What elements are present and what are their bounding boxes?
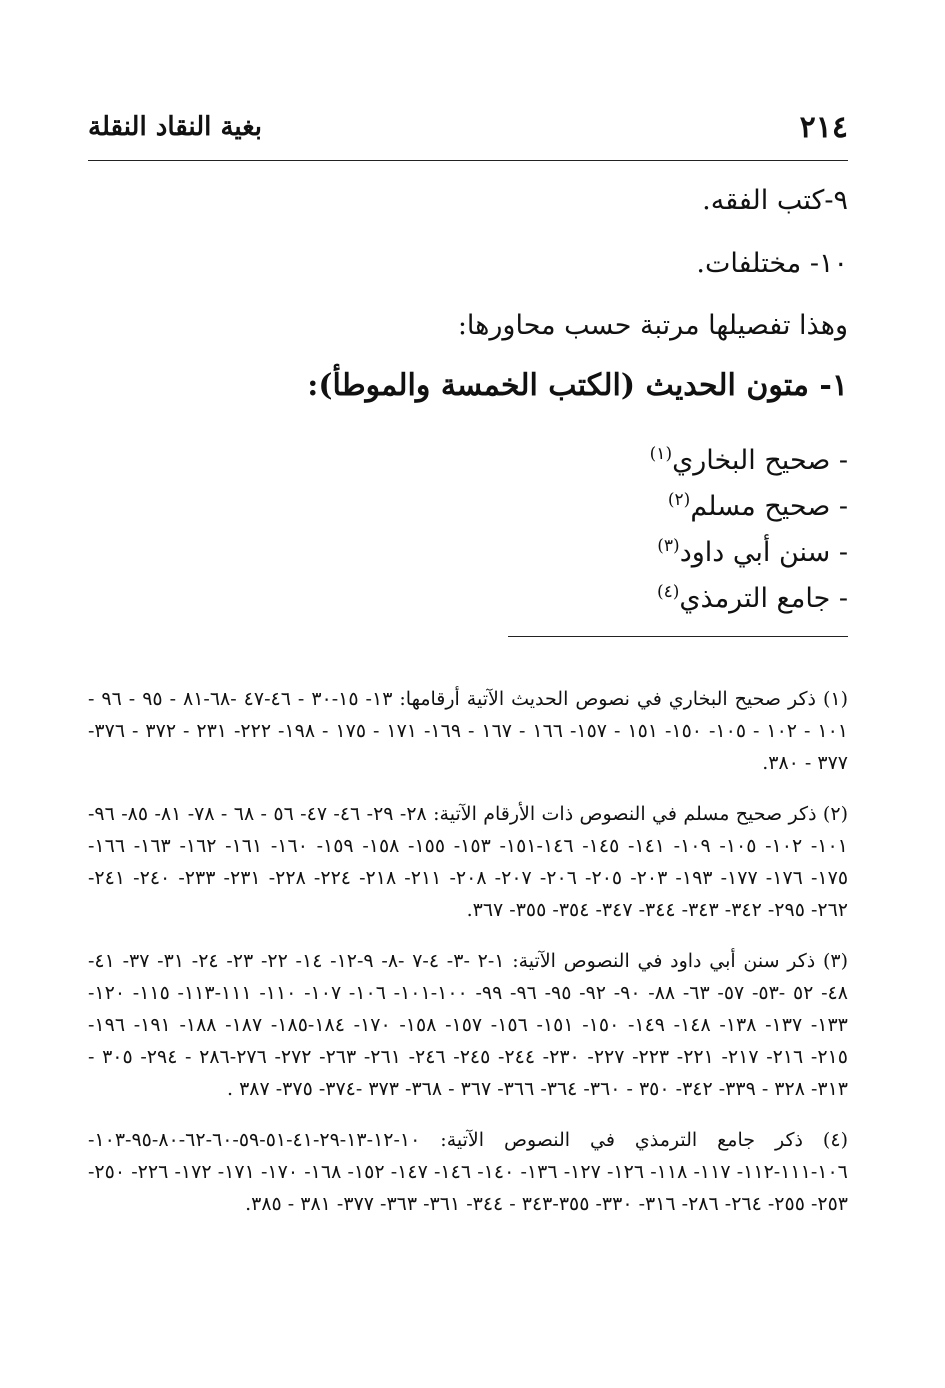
book-list [650,438,848,622]
book-title: - جامع الترمذي [679,583,848,614]
page-number: ٢١٤ [799,110,848,145]
header-divider [88,160,848,161]
footnote-ref[interactable]: (١) [649,444,673,464]
footnotes [88,664,848,1224]
footnote-1: (١) ذكر صحيح البخاري في نصوص الحديث الآتية أرقامها: ١٣- ١٥-٣٠ - ٤٦-٤٧ -٦٨-٨١ - ٩٥ - ٩٦ - ١٠١ - ١٠٢ - ١٠٥- ١٥٠- ١٥١ - ١٥٧- ١٦٦ - ١٦٧ - ١٦٩- ١٧١ - ١٧٥ - ١٩٨- ٢٢٢- ٢٣١ - ٣٧٢ - ٣٧٦- ٣٧٧ - ٣٨٠. [88,688,849,774]
footnote-ref[interactable]: (٤) [656,582,680,602]
list-item-9: ٩-كتب الفقه. [702,185,848,216]
footnote-2: (٢) ذكر صحيح مسلم في النصوص ذات الأرقام الآتية: ٢٨- ٢٩- ٤٦- ٤٧- ٥٦ - ٦٨ - ٧٨- ٨١- ٨٥- ٩٦- ١٠١- ١٠٢- ١٠٥- ١٠٩- ١٤١- ١٤٥- ١٤٦-١٥١- ١٥٣- ١٥٥- ١٥٨- ١٥٩- ١٦٠- ١٦١- ١٦٢- ١٦٣- ١٦٦- ١٧٥- ١٧٦- ١٧٧- ١٩٣- ٢٠٣- ٢٠٥- ٢٠٦- ٢٠٧- ٢٠٨- ٢١١- ٢١٨- ٢٢٤- ٢٢٨- ٢٣١- ٢٣٣- ٢٤٠- ٢٤١- ٢٦٢- ٢٩٥- ٣٤٢- ٣٤٣- ٣٤٤- ٣٤٧- ٣٥٤- ٣٥٥- ٣٦٧. [88,803,849,921]
list-item-10: ١٠- مختلفات. [696,248,848,279]
footnote-4: (٤) ذكر جامع الترمذي في النصوص الآتية: ١٠-١٢-١٣-٢٩-٤١-٥١-٥٩-٦٠-٦٢-٨٠-٩٥-١٠٣- ١٠٦-١١١-١١٢- ١١٧- ١١٨- ١٢٦- ١٢٧- ١٣٦- ١٤٠- ١٤٦- ١٤٧- ١٥٢- ١٦٨- ١٧٠- ١٧١- ١٧٢- ٢٢٦- ٢٥٠- ٢٥٣- ٢٥٥- ٢٦٤- ٢٨٦- ٣١٦- ٣٣٠- ٣٥٥-٣٤٣ - ٣٤٤- ٣٦١- ٣٦٣- ٣٧٧- ٣٨١ - ٣٨٥. [88,1129,848,1215]
book-item [650,484,848,530]
book-title: - سنن أبي داود [679,537,848,568]
section-heading: ١- متون الحديث (الكتب الخمسة والموطأ): [307,368,848,403]
footnote-ref[interactable]: (٣) [657,536,680,556]
book-item [650,530,848,576]
running-head [88,110,848,154]
book-title: - صحيح مسلم [690,491,848,522]
book-title: - صحيح البخاري [672,445,848,476]
book-item [650,438,848,484]
footnote-ref[interactable]: (٢) [667,490,691,510]
book-item [650,576,848,622]
running-title: بغية النقاد النقلة [88,112,263,142]
intro-paragraph: وهذا تفصيلها مرتبة حسب محاورها: [457,310,848,341]
footnote-3: (٣) ذكر سنن أبي داود في النصوص الآتية: ١-٢ -٣- ٤-٧ -٨- ٩-١٢- ١٤- ٢٢- ٢٣- ٢٤- ٣١- ٣٧- ٤١- ٤٨- ٥٢ -٥٣- ٥٧- ٦٣- ٨٨- ٩٠- ٩٢- ٩٥- ٩٦- ٩٩- ١٠٠-١٠١- ١٠٦- ١٠٧- ١١٠- ١١١-١١٣- ١١٥- ١٢٠- ١٣٣- ١٣٧- ١٣٨- ١٤٨- ١٤٩- ١٥٠- ١٥١- ١٥٦- ١٥٧- ١٥٨- ١٧٠- ١٨٤-١٨٥- ١٨٧- ١٨٨- ١٩١- ١٩٦- ٢١٥- ٢١٦- ٢١٧- ٢٢١- ٢٢٣- ٢٢٧- ٢٣٠- ٢٤٤- ٢٤٥- ٢٤٦- ٢٦١- ٢٦٣- ٢٧٢- ٢٧٦-٢٨٦ - ٢٩٤- ٣٠٥ - ٣١٣- ٣٢٨ - ٣٣٩- ٣٤٢- ٣٥٠ - ٣٦٠- ٣٦٤- ٣٦٦- ٣٦٧ - ٣٦٨- ٣٧٣ -٣٧٤- ٣٧٥- ٣٨٧ . [88,950,849,1100]
footnotes-divider [508,636,848,637]
